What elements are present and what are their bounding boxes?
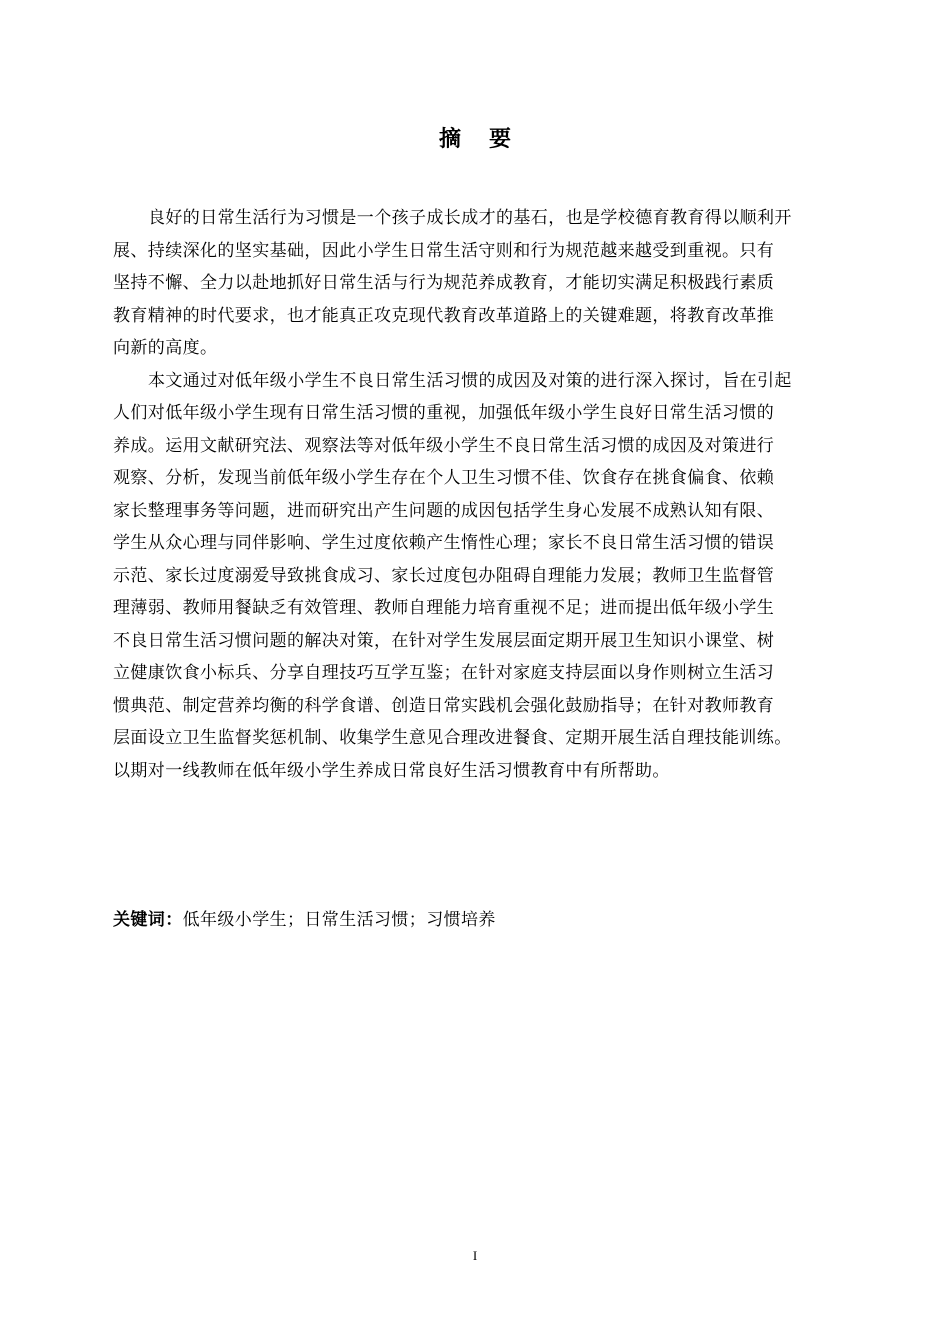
title-char-2: 要 <box>489 127 512 152</box>
keywords <box>113 906 496 934</box>
keywords-label: 关键词： <box>113 910 183 930</box>
paragraph-line: 人们对低年级小学生现有日常生活习惯的重视，加强低年级小学生良好日常生活习惯的 <box>113 403 775 423</box>
paragraph-line: 理薄弱、教师用餐缺乏有效管理、教师自理能力培育重视不足；进而提出低年级小学生 <box>113 598 775 618</box>
paragraph-line: 学生从众心理与同伴影响、学生过度依赖产生惰性心理；家长不良日常生活习惯的错误 <box>113 533 775 553</box>
paragraph-line: 层面设立卫生监督奖惩机制、收集学生意见合理改进餐食、定期开展生活自理技能训练。 <box>113 728 792 748</box>
paragraph-line: 示范、家长过度溺爱导致挑食成习、家长过度包办阻碍自理能力发展；教师卫生监督管 <box>113 565 775 586</box>
paragraph-line: 教育精神的时代要求，也才能真正攻克现代教育改革道路上的关键难题，将教育改革推 <box>113 305 775 326</box>
paragraph-line: 向新的高度。 <box>113 338 218 358</box>
paragraph-line: 家长整理事务等问题，进而研究出产生问题的成因包括学生身心发展不成熟认知有限、 <box>113 500 775 521</box>
paragraph-line: 惯典范、制定营养均衡的科学食谱、创造日常实践机会强化鼓励指导；在针对教师教育 <box>113 695 775 716</box>
page-title <box>0 124 950 156</box>
paragraph-line: 良好的日常生活行为习惯是一个孩子成长成才的基石，也是学校德育教育得以顺利开 <box>148 208 792 228</box>
title-char-1: 摘 <box>438 127 461 152</box>
keywords-text: 低年级小学生；日常生活习惯；习惯培养 <box>182 910 496 930</box>
abstract-paragraph-2 <box>113 365 873 788</box>
abstract-body <box>113 202 873 787</box>
abstract-paragraph-1 <box>113 202 873 365</box>
paragraph-line: 展、持续深化的坚实基础，因此小学生日常生活守则和行为规范越来越受到重视。只有 <box>113 240 775 261</box>
paragraph-line: 以期对一线教师在低年级小学生养成日常良好生活习惯教育中有所帮助。 <box>113 760 670 781</box>
paragraph-line: 不良日常生活习惯问题的解决对策，在针对学生发展层面定期开展卫生知识小课堂、树 <box>113 630 775 651</box>
paragraph-line: 立健康饮食小标兵、分享自理技巧互学互鉴；在针对家庭支持层面以身作则树立生活习 <box>113 663 775 683</box>
paragraph-line: 本文通过对低年级小学生不良日常生活习惯的成因及对策的进行深入探讨，旨在引起 <box>148 370 792 391</box>
paragraph-line: 养成。运用文献研究法、观察法等对低年级小学生不良日常生活习惯的成因及对策进行 <box>113 435 775 456</box>
page-number: I <box>472 1248 478 1263</box>
paragraph-line: 坚持不懈、全力以赴地抓好日常生活与行为规范养成教育，才能切实满足积极践行素质 <box>113 273 775 293</box>
paragraph-line: 观察、分析，发现当前低年级小学生存在个人卫生习惯不佳、饮食存在挑食偏食、依赖 <box>113 468 775 488</box>
